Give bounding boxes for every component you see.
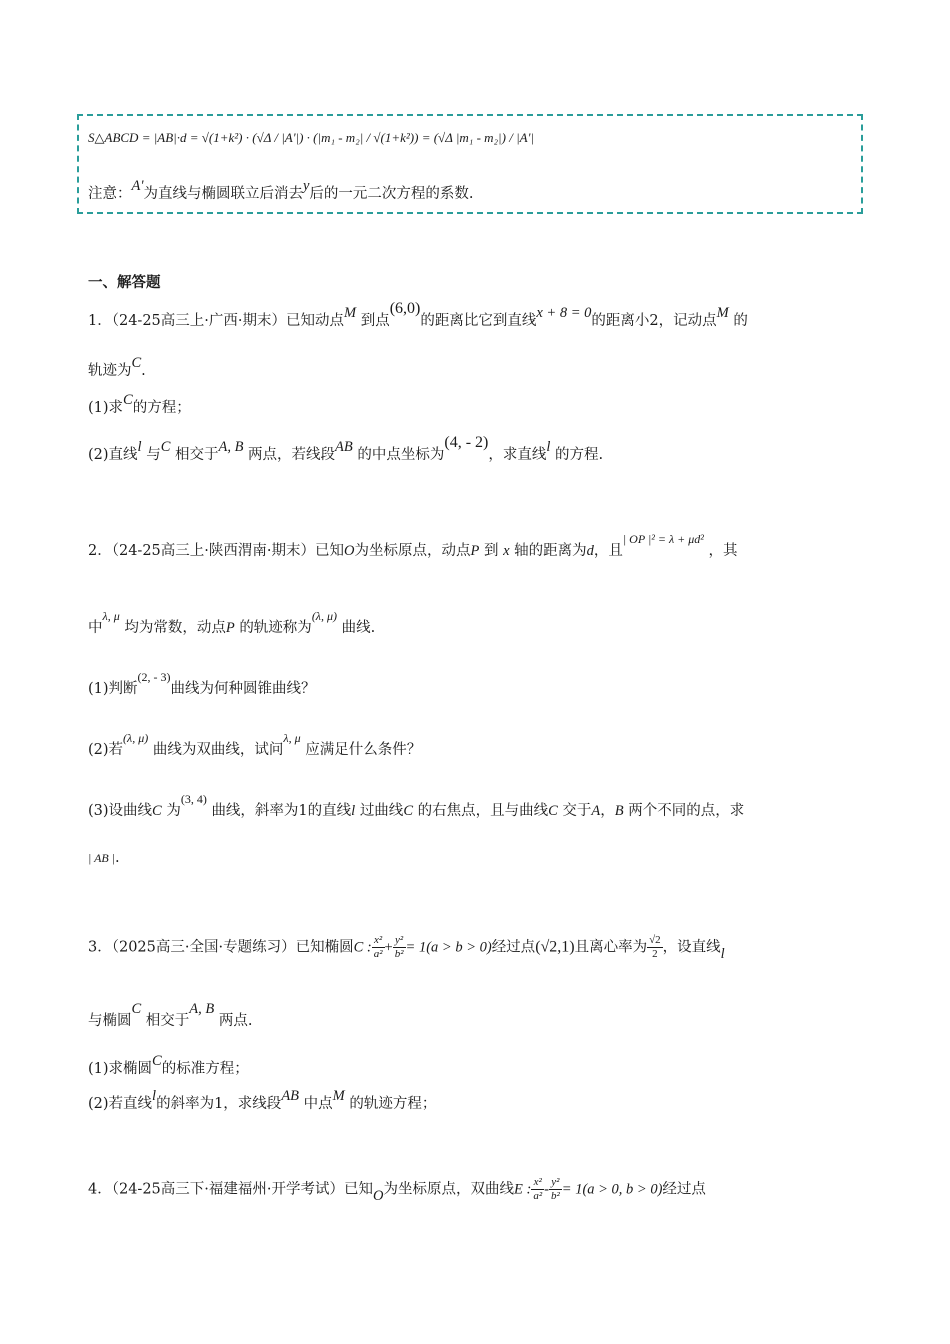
q2-part2: (2)若$^{(\lambda, \mu)}$ 曲线为双曲线，试问$^{\lambda, \mu}$ 应满足什么条件？ — [88, 731, 422, 758]
y-over-b-fraction: $\frac{\text{y²}}{\text{b²}}$ — [550, 1176, 560, 1202]
q1-part2: (2)直线l 与C 相交于A, B 两点，若线段AB 的中点坐标为(4, - 2)，求直线l 的方程. — [88, 434, 604, 463]
formula-note: 注意：A'为直线与椭圆联立后消去y后的一元二次方程的系数. — [88, 178, 474, 202]
q2-line2: 中$^{\lambda, \mu}$ 均为常数，动点P 的轨迹称为$^{(\lambda, \mu)}$ 曲线. — [88, 609, 376, 636]
q3-line1: 3．（2025高三·全国·专题练习）已知椭圆C : $\frac{\text{x²}}{\text{a²}}$ + $\frac{\text{y²}}{\text{b²}}$ = 1(a > b > 0)经过点(√2,1)且离心率为 $\frac{√2}{2}$ ，设直线l — [88, 934, 725, 962]
q3-part2: (2)若直线l的斜率为1，求线段AB 中点M 的轨迹方程； — [88, 1088, 437, 1112]
q2-part1: (1)判断$^{(2, - 3)}$曲线为何种圆锥曲线？ — [88, 670, 316, 697]
area-formula: S△ABCD = |AB|·d = √(1+k²) · (√Δ / |A'|) · (|m₁ - m₂| / √(1+k²)) = (√Δ |m₁ - m₂|) / |A'| — [88, 130, 534, 145]
q4-line1: 4．（24-25高三下·福建福州·开学考试）已知O为坐标原点，双曲线E : $\frac{\text{x²}}{\text{a²}}$ - $\frac{\text{y²}}{\text{b²}}$ = 1(a > 0, b > 0)经过点 — [88, 1176, 706, 1204]
x-over-a-fraction: $\frac{\text{x²}}{\text{a²}}$ — [373, 934, 383, 960]
q1-part1: (1)求C的方程； — [88, 392, 191, 416]
q2-line1: 2．（24-25高三上·陕西渭南·期末）已知O为坐标原点，动点P 到 x 轴的距离为d，且$^{| OP |^2 = \lambda + \mu d^2}$ ，其 — [88, 532, 738, 559]
q3-line2: 与椭圆C 相交于A, B 两点. — [88, 1001, 253, 1029]
q1-line2: 轨迹为C. — [88, 355, 146, 379]
q1-line1: 1．（24-25高三上·广西·期末）已知动点M 到点(6,0)的距离比它到直线x + 8 = 0的距离小2，记动点M 的 — [88, 300, 748, 329]
q2-part3: (3)设曲线C 为$^{(3, 4)}$ 曲线，斜率为1的直线l 过曲线C 的右焦点，且与曲线C 交于A，B 两个不同的点，求 — [88, 792, 745, 819]
eccentricity-fraction: $\frac{√2}{2}$ — [649, 934, 661, 960]
section-title: 一、解答题 — [88, 274, 161, 291]
q2-part3-line2: | AB |. — [88, 850, 120, 866]
q3-part1: (1)求椭圆C的标准方程； — [88, 1053, 249, 1077]
y-over-b-fraction: $\frac{\text{y²}}{\text{b²}}$ — [394, 934, 404, 960]
x-over-a-fraction: $\frac{\text{x²}}{\text{a²}}$ — [533, 1176, 543, 1202]
